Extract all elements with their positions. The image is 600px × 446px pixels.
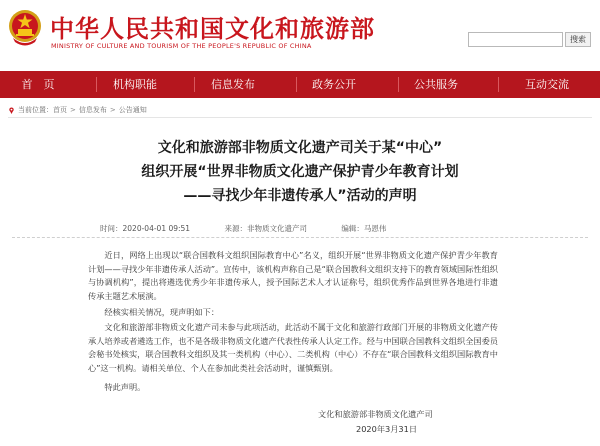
nav-divider xyxy=(398,77,399,92)
article-paragraph: 文化和旅游部非物质文化遗产司未参与此项活动，此活动不属于文化和旅游行政部门开展的非物质文化遗产传承人培养或者遴选工作，也不是各级非物质文化遗产代表性传承人认定工作。经与中国联合国教科文组织全国委员会秘书处核实，联合国教科文组织及其一类机构（中心）、二类机构（中心）不存在“联合国教科文组织国际教育中心”这一机构。请相关单位、个人在参加此类社会活动时，谨慎甄别。 xyxy=(88,322,498,373)
article-title-line-3: ——寻找少年非遗传承人”活动的声明 xyxy=(183,188,417,204)
search-button[interactable]: 搜索 xyxy=(565,32,591,47)
nav-item-interaction[interactable]: 互动交流 xyxy=(525,78,569,91)
article-meta xyxy=(100,223,418,234)
nav-item-news[interactable]: 信息发布 xyxy=(211,78,255,91)
nav-divider xyxy=(498,77,499,92)
signature-date: 2020年3月31日 xyxy=(356,424,418,434)
breadcrumb-home[interactable]: 当前位置：首页 xyxy=(18,106,67,114)
search-input[interactable] xyxy=(468,32,563,47)
article-paragraph: 特此声明。 xyxy=(104,382,146,392)
breadcrumb-notices[interactable]: 公告通知 xyxy=(118,106,147,114)
article-date: 时间：2020-04-01 09:51 xyxy=(100,224,191,233)
nav-item-home[interactable]: 首 页 xyxy=(21,78,55,91)
nav-item-public-service[interactable]: 公共服务 xyxy=(414,78,458,91)
article-editor: 编辑：马恩伟 xyxy=(341,224,387,233)
article-title-line-2: 组织开展“世界非物质文化遗产保护青少年教育计划 xyxy=(141,164,459,180)
nav-item-institution[interactable]: 机构职能 xyxy=(113,78,157,91)
site-title: 中华人民共和国文化和旅游部 xyxy=(50,15,375,43)
site-header xyxy=(0,0,600,64)
breadcrumb xyxy=(8,104,147,116)
main-nav xyxy=(0,71,600,98)
nav-divider xyxy=(296,77,297,92)
signature-org: 文化和旅游部非物质文化遗产司 xyxy=(318,409,433,419)
article-title-line-1: 文化和旅游部非物质文化遗产司关于某“中心” xyxy=(157,140,443,156)
article-paragraph: 近日，网络上出现以“联合国教科文组织国际教育中心”名义，组织开展“世界非物质文化遗产保护青少年教育计划——寻找少年非遗传承人活动”。宣传中，该机构声称自己是“联合国教科文组织支持下的教育领域国际性组织与协调机构”，提出将遴选优秀少年非遗传承人，授予国际艺术人才认证称号，组织优秀作品到世界各地进行非遗传承主题艺术展演。 xyxy=(88,250,498,301)
article-source: 来源：非物质文化遗产司 xyxy=(224,224,307,233)
meta-divider xyxy=(12,237,588,238)
breadcrumb-separator: > xyxy=(70,106,76,114)
breadcrumb-divider xyxy=(8,117,592,118)
national-emblem-icon xyxy=(7,8,43,48)
nav-item-gov-affairs[interactable]: 政务公开 xyxy=(312,78,356,91)
nav-divider xyxy=(194,77,195,92)
breadcrumb-separator: > xyxy=(109,106,116,114)
breadcrumb-news[interactable]: 信息发布 xyxy=(78,106,107,114)
location-icon xyxy=(8,107,15,114)
nav-divider xyxy=(96,77,97,92)
article-paragraph: 经核实相关情况，现声明如下： xyxy=(104,307,220,317)
site-subtitle: MINISTRY OF CULTURE AND TOURISM OF THE PEOPLE'S REPUBLIC OF CHINA xyxy=(51,42,312,50)
